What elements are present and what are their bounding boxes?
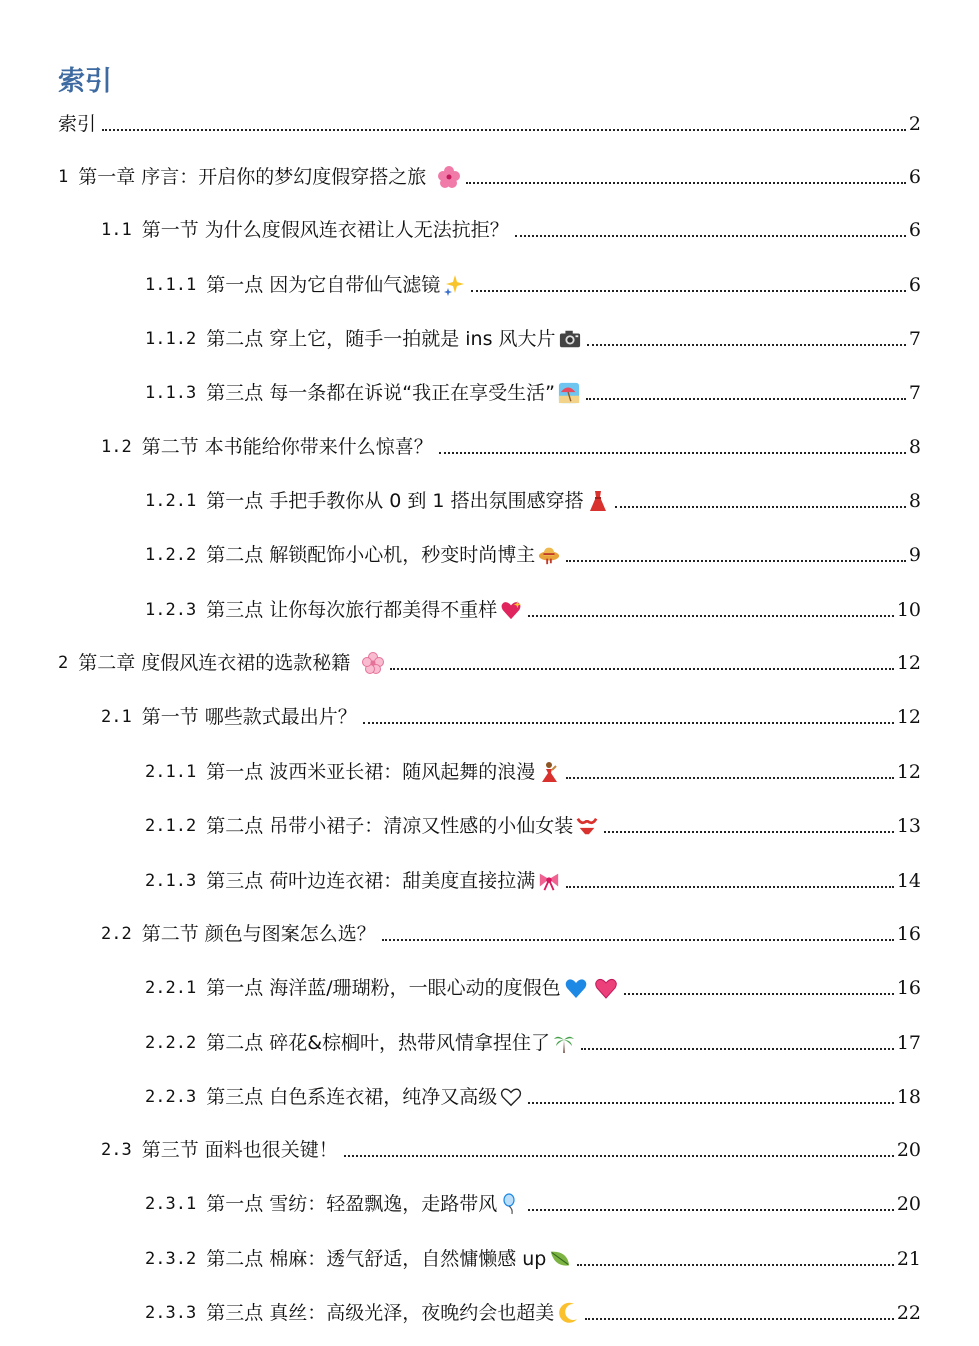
toc-page-number: 6 xyxy=(908,219,921,241)
bikini-icon xyxy=(576,815,598,837)
toc-entry-title: 第二点 碎花&棕榈叶，热带风情拿捏住了 xyxy=(206,1032,551,1054)
toc-entry-title: 第一节 哪些款式最出片？ xyxy=(141,706,357,728)
toc-entry-title: 索引 xyxy=(58,113,97,135)
toc-section-number: 2.1.1 xyxy=(145,762,197,782)
dot-leader xyxy=(363,721,894,724)
toc-entry-title: 第一节 为什么度假风连衣裙让人无法抗拒？ xyxy=(141,219,509,241)
toc-page-number: 16 xyxy=(896,923,921,945)
toc-section-number: 2.3 xyxy=(101,1140,132,1160)
toc-page-number: 14 xyxy=(896,870,921,892)
toc-entry-title: 第三点 让你每次旅行都美得不重样 xyxy=(206,599,498,621)
toc-entry-2-2-2[interactable] xyxy=(145,1026,921,1056)
palm-tree-icon xyxy=(553,1032,575,1054)
toc-entry-title: 第三点 真丝：高级光泽，夜晚约会也超美 xyxy=(206,1302,555,1324)
toc-entry-title: 第二章 度假风连衣裙的选款秘籍 xyxy=(78,652,351,674)
toc-entry-1-1-2[interactable] xyxy=(145,322,921,352)
toc-entry-title: 第二点 吊带小裙子：清凉又性感的小仙女装 xyxy=(206,815,574,837)
toc-section-number: 2.2 xyxy=(101,924,132,944)
toc-entry-1-1-1[interactable] xyxy=(145,268,921,298)
toc-page-number: 8 xyxy=(908,436,921,458)
toc-entry-title: 第二节 颜色与图案怎么选？ xyxy=(141,923,376,945)
toc-entry-1-1-3[interactable] xyxy=(145,376,921,406)
toc-section-number: 2.2.3 xyxy=(145,1087,197,1107)
toc-entry-title: 第二节 本书能给你带来什么惊喜？ xyxy=(141,436,433,458)
toc-entry-2-1-2[interactable] xyxy=(145,809,921,839)
cherry-blossom-icon xyxy=(362,652,384,674)
toc-entry-2-1-3[interactable] xyxy=(145,864,921,894)
toc-entry-1-2-2[interactable] xyxy=(145,538,921,568)
toc-section-number: 1.2.3 xyxy=(145,600,197,620)
toc-page-number: 13 xyxy=(896,815,921,837)
toc-entry-2-1[interactable] xyxy=(101,700,921,730)
toc-entry-1-1[interactable] xyxy=(101,213,921,243)
toc-section-number: 2.2.1 xyxy=(145,978,197,998)
dot-leader xyxy=(585,1317,894,1320)
toc-page-number: 7 xyxy=(908,328,921,350)
toc-section-number: 2.3.1 xyxy=(145,1194,197,1214)
dot-leader xyxy=(390,667,894,670)
toc-entry-2-3[interactable] xyxy=(101,1133,921,1163)
toc-entry-title: 第三点 荷叶边连衣裙：甜美度直接拉满 xyxy=(206,870,536,892)
toc-page-number: 9 xyxy=(908,544,921,566)
dot-leader xyxy=(624,992,894,995)
toc-entry-title: 第二点 棉麻：透气舒适，自然慵懒感 up xyxy=(206,1248,547,1270)
toc-page-number: 20 xyxy=(896,1139,921,1161)
toc-entry-title: 第一点 因为它自带仙气滤镜 xyxy=(206,274,441,296)
beach-umbrella-icon xyxy=(558,382,580,404)
toc-page-number: 6 xyxy=(908,274,921,296)
toc-section-number: 1.1.1 xyxy=(145,275,197,295)
toc-entry-1-2-1[interactable] xyxy=(145,484,921,514)
hat-icon xyxy=(538,544,560,566)
dot-leader xyxy=(344,1154,894,1157)
dot-leader xyxy=(577,1263,893,1266)
toc-entry-2-3-1[interactable] xyxy=(145,1187,921,1217)
toc-entry-2-3-3[interactable] xyxy=(145,1296,921,1326)
dot-leader xyxy=(604,830,894,833)
index-heading: 索引 xyxy=(58,66,112,97)
toc-page-number: 10 xyxy=(896,599,921,621)
dot-leader xyxy=(581,1047,894,1050)
toc-section-number: 2.1.3 xyxy=(145,871,197,891)
toc-entry-title: 第一点 海洋蓝/珊瑚粉，一眼心动的度假色 xyxy=(206,977,561,999)
toc-section-number: 2.1 xyxy=(101,707,132,727)
dot-leader xyxy=(382,938,894,941)
dot-leader xyxy=(528,614,894,617)
dot-leader xyxy=(566,776,894,779)
toc-entry-title: 第三点 白色系连衣裙，纯净又高级 xyxy=(206,1086,498,1108)
toc-entry-2-2[interactable] xyxy=(101,917,921,947)
toc-entry-title: 第一点 波西米亚长裙：随风起舞的浪漫 xyxy=(206,761,536,783)
toc-page-number: 12 xyxy=(896,761,921,783)
toc-entry-2-1-1[interactable] xyxy=(145,755,921,785)
dancer-icon xyxy=(538,761,560,783)
toc-section-number: 1.1.2 xyxy=(145,329,197,349)
blue-heart-pink-heart-icon xyxy=(564,977,618,999)
dot-leader xyxy=(528,1101,894,1104)
toc-entry-2-3-2[interactable] xyxy=(145,1242,921,1272)
toc-entry-title: 第一章 序言：开启你的梦幻度假穿搭之旅 xyxy=(78,166,427,188)
toc-entry-title: 第一点 雪纺：轻盈飘逸，走路带风 xyxy=(206,1193,498,1215)
dot-leader xyxy=(528,1208,894,1211)
toc-entry-index[interactable] xyxy=(58,107,921,137)
leaf-icon xyxy=(549,1248,571,1270)
toc-page-number: 21 xyxy=(896,1248,921,1270)
toc-entry-title: 第三点 每一条都在诉说“我正在享受生活” xyxy=(206,382,555,404)
dot-leader xyxy=(615,505,906,508)
toc-entry-title: 第三节 面料也很关键！ xyxy=(141,1139,338,1161)
toc-section-number: 1.1.3 xyxy=(145,383,197,403)
toc-page-number: 20 xyxy=(896,1193,921,1215)
dot-leader xyxy=(515,234,906,237)
toc-section-number: 2.1.2 xyxy=(145,816,197,836)
toc-section-number: 1.2.1 xyxy=(145,491,197,511)
toc-section-number: 1.2.2 xyxy=(145,545,197,565)
toc-page-number: 22 xyxy=(896,1302,921,1324)
toc-entry-chapter-1[interactable] xyxy=(58,160,921,190)
toc-section-number: 2.2.2 xyxy=(145,1033,197,1053)
toc-page-number: 2 xyxy=(908,113,921,135)
dot-leader xyxy=(566,885,894,888)
white-heart-icon xyxy=(500,1086,522,1108)
sparkles-icon xyxy=(443,274,465,296)
dress-icon xyxy=(587,490,609,512)
dot-leader xyxy=(586,397,906,400)
toc-entry-title: 第二点 穿上它，随手一拍就是 ins 风大片 xyxy=(206,328,556,350)
dot-leader xyxy=(471,289,906,292)
toc-page-number: 8 xyxy=(908,490,921,512)
dot-leader xyxy=(566,559,906,562)
toc-page-number: 18 xyxy=(896,1086,921,1108)
dot-leader xyxy=(587,343,906,346)
toc-section-number: 2 xyxy=(58,653,69,673)
hibiscus-icon xyxy=(438,166,460,188)
toc-section-number: 2.3.2 xyxy=(145,1249,197,1269)
toc-entry-1-2-3[interactable] xyxy=(145,593,921,623)
toc-entry-1-2[interactable] xyxy=(101,430,921,460)
toc-entry-2-2-3[interactable] xyxy=(145,1080,921,1110)
camera-icon xyxy=(559,328,581,350)
toc-entry-2-2-1[interactable] xyxy=(145,971,921,1001)
toc-page-number: 6 xyxy=(908,166,921,188)
toc-page-number: 7 xyxy=(908,382,921,404)
toc-page-number: 12 xyxy=(896,652,921,674)
balloon-icon xyxy=(500,1193,522,1215)
toc-section-number: 1 xyxy=(58,167,69,187)
sparkling-heart-icon xyxy=(500,599,522,621)
toc-entry-chapter-2[interactable] xyxy=(58,646,921,676)
toc-page-number: 12 xyxy=(896,706,921,728)
dot-leader xyxy=(439,451,906,454)
toc-entry-title: 第二点 解锁配饰小心机，秒变时尚博主 xyxy=(206,544,536,566)
dot-leader xyxy=(466,181,906,184)
dot-leader xyxy=(102,128,906,131)
toc-section-number: 1.1 xyxy=(101,220,132,240)
ribbon-icon xyxy=(538,870,560,892)
toc-page-number: 17 xyxy=(896,1032,921,1054)
toc-section-number: 1.2 xyxy=(101,437,132,457)
toc-section-number: 2.3.3 xyxy=(145,1303,197,1323)
toc-page-number: 16 xyxy=(896,977,921,999)
toc-entry-title: 第一点 手把手教你从 0 到 1 搭出氛围感穿搭 xyxy=(206,490,584,512)
crescent-moon-icon xyxy=(557,1302,579,1324)
